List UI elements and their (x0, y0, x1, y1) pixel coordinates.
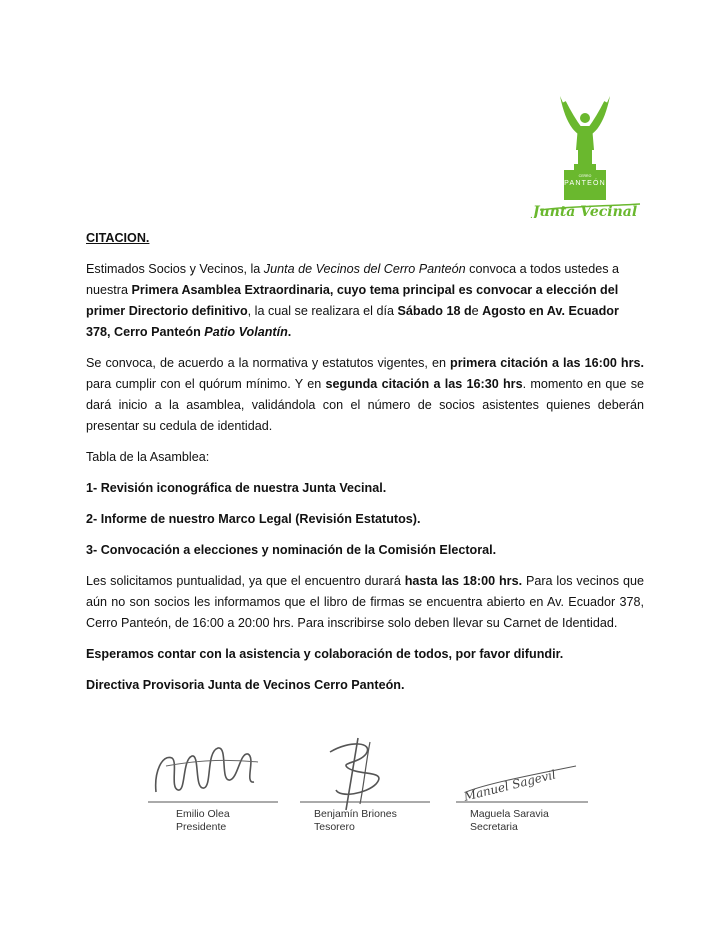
junta-vecinal-logo (520, 88, 650, 218)
agenda-item: 2- Informe de nuestro Marco Legal (Revisión Estatutos). (86, 512, 421, 526)
agenda-item: 1- Revisión iconográfica de nuestra Junta Vecinal. (86, 481, 387, 495)
signature-treasurer (300, 732, 430, 850)
signature-secretary (456, 732, 588, 850)
paragraph-punctuality: Les solicitamos puntualidad, ya que el encuentro durará hasta las 18:00 hrs. Para los vecinos que aún no son socios les informamos que el libro de firmas se encuentra abierto en Av. Ecuador 378, Cerro Panteón, de 16:00 a 20:00 hrs. Para inscribirse solo deben llevar su Carnet de Identidad. (86, 574, 644, 630)
signature-scribble-icon (456, 732, 588, 812)
agenda-item: 3- Convocación a elecciones y nominación de la Comisión Electoral. (86, 543, 497, 557)
letter-body (86, 228, 644, 706)
paragraph-convocation: Estimados Socios y Vecinos, la Junta de Vecinos del Cerro Panteón convoca a todos ustedes a nuestra Primera Asamblea Extraordinaria, cuyo tema principal es convocar a elección del primer Directorio definitivo, la cual se realizara el día Sábado 18 de Agosto en Av. Ecuador 378, Cerro Panteón Patio Volantín. (86, 262, 619, 339)
signatory-name: Maguela Saravia (470, 808, 549, 820)
logo-brand: PANTEÓN (564, 180, 606, 187)
logo-brand-small: CERRO (578, 174, 592, 178)
signature-scribble-icon (148, 732, 278, 812)
signatory-role: Tesorero (314, 821, 355, 833)
signature-president (148, 732, 278, 850)
signature-scrawl: Manuel Sagevil (462, 767, 558, 804)
signatory-role: Presidente (176, 821, 227, 833)
signature-block (128, 732, 588, 850)
signatory-name: Benjamín Briones (314, 808, 397, 820)
signatory-name: Emilio Olea (176, 808, 230, 820)
logo-script: Junta Vecinal (532, 204, 638, 218)
signoff-line: Directiva Provisoria Junta de Vecinos Cerro Panteón. (86, 678, 405, 692)
closing-line: Esperamos contar con la asistencia y colaboración de todos, por favor difundir. (86, 647, 564, 661)
letter-title: CITACION. (86, 231, 150, 245)
signatory-role: Secretaria (470, 821, 518, 833)
angel-monument-icon (520, 88, 650, 218)
paragraph-quorum: Se convoca, de acuerdo a la normativa y estatutos vigentes, en primera citación a las 16:00 hrs. para cumplir con el quórum mínimo. Y en segunda citación a las 16:30 hrs. momento en que se dará inicio a la asamblea, validándola con el número de socios asistentes quienes deberán presentar su cedula de identidad. (86, 356, 645, 433)
signature-scribble-icon (300, 732, 430, 812)
agenda-title: Tabla de la Asamblea: (86, 450, 210, 464)
